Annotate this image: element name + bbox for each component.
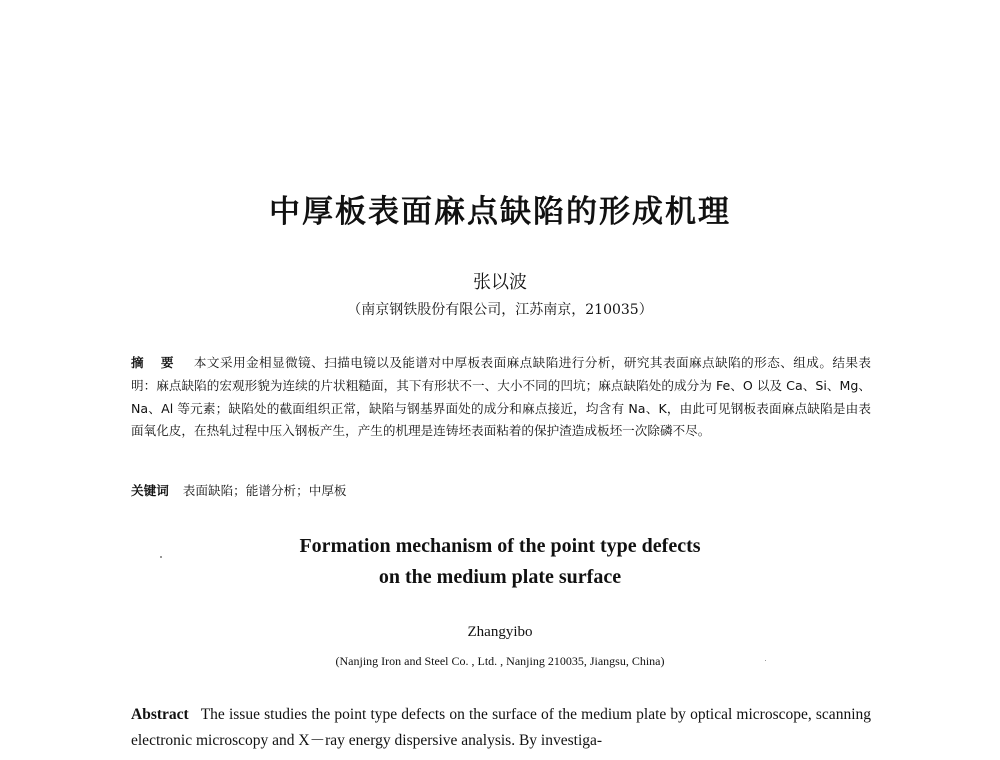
paper-title-cn: 中厚板表面麻点缺陷的形成机理 bbox=[269, 194, 731, 230]
abstract-en bbox=[131, 702, 871, 754]
affiliation-cn: （南京钢铁股份有限公司，江苏南京，210035） bbox=[347, 302, 653, 318]
abstract-en-text: The issue studies the point type defects on the surface of the medium plate by optical microscope, scanning electronic microscopy and X－ray energy dispersive analysis. By investiga- bbox=[131, 706, 871, 749]
keywords-cn-text: 表面缺陷；能谱分析；中厚板 bbox=[182, 483, 347, 498]
abstract-cn bbox=[131, 352, 871, 443]
author-name-en: Zhangyibo bbox=[467, 624, 533, 640]
abstract-cn-label: 摘 要 bbox=[131, 355, 180, 370]
paper-title-en-line2: on the medium plate surface bbox=[378, 566, 622, 588]
affiliation-en: (Nanjing Iron and Steel Co. , Ltd. , Nanjing 210035, Jiangsu, China) bbox=[335, 654, 665, 668]
abstract-en-label: Abstract bbox=[131, 706, 189, 723]
keywords-cn-label: 关键词 bbox=[131, 483, 169, 498]
author-name-cn: 张以波 bbox=[473, 272, 527, 293]
abstract-cn-text: 本文采用金相显微镜、扫描电镜以及能谱对中厚板表面麻点缺陷进行分析，研究其表面麻点缺陷的形态、组成。结果表明：麻点缺陷的宏观形貌为连续的片状粗糙面，其下有形状不一、大小不同的凹坑；麻点缺陷处的成分为 Fe、O 以及 Ca、Si、Mg、Na、Al 等元素；缺陷处的截面组织正常，缺陷与钢基界面处的成分和麻点接近，均含有 Na、K，由此可见钢板表面麻点缺陷是由表面氧化皮，在热轧过程中压入钢板产生，产生的机理是连铸坯表面粘着的保护渣造成板坯一次除磷不尽。 bbox=[131, 355, 872, 439]
paper-title-en-line1: Formation mechanism of the point type defects bbox=[299, 535, 701, 557]
scan-speck bbox=[160, 556, 162, 558]
keywords-cn bbox=[131, 480, 871, 499]
scan-speck bbox=[765, 660, 766, 661]
paper-title-en bbox=[0, 531, 1000, 593]
